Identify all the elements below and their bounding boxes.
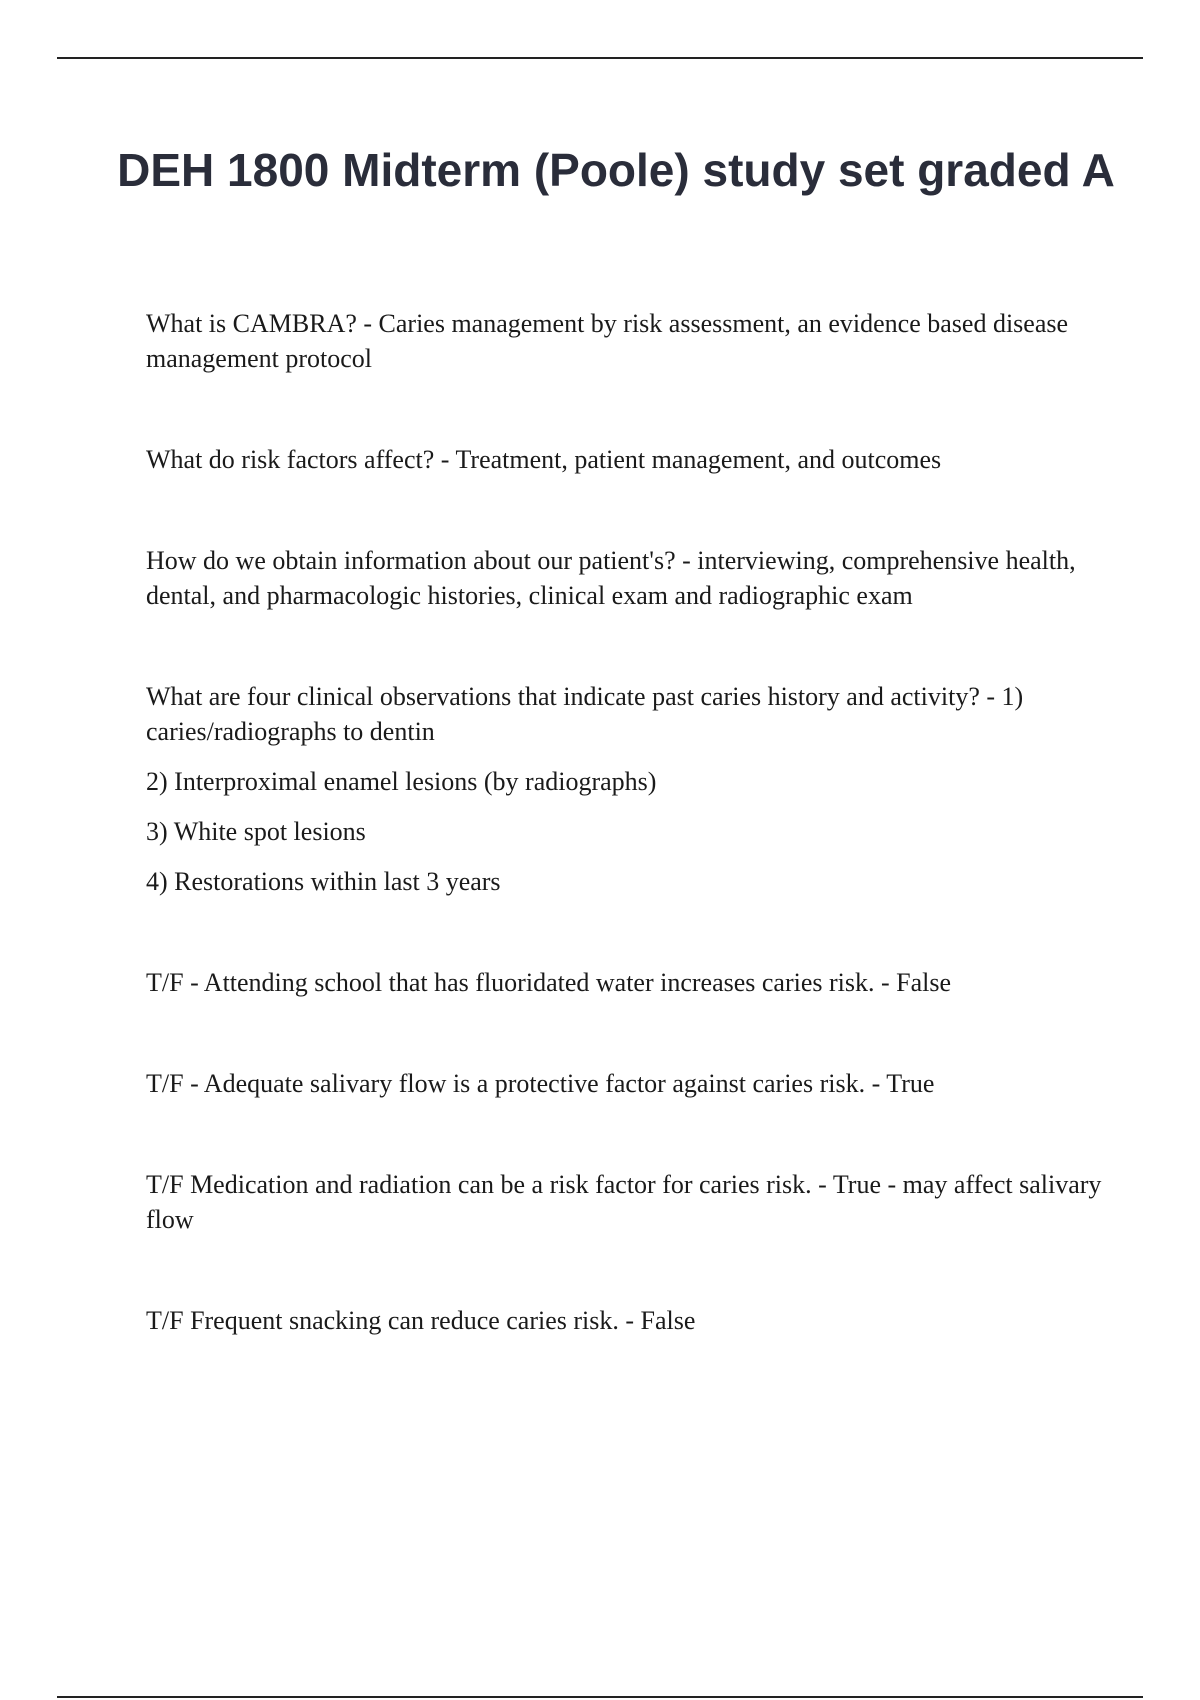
qa-entry: T/F Medication and radiation can be a risk factor for caries risk. - True - may affect salivary flow xyxy=(146,1170,1102,1234)
document-title: DEH 1800 Midterm (Poole) study set graded A xyxy=(117,144,1115,196)
qa-block-patient-info xyxy=(146,543,1106,613)
document-body xyxy=(146,306,1106,1404)
qa-entry: What are four clinical observations that indicate past caries history and activity? - 1) caries/radiographs to dentin xyxy=(146,682,1024,746)
qa-entry: T/F - Adequate salivary flow is a protective factor against caries risk. - True xyxy=(146,1069,935,1098)
qa-block-observations xyxy=(146,679,1106,899)
qa-block-cambra xyxy=(146,306,1106,376)
top-rule xyxy=(57,57,1143,59)
list-item: 3) White spot lesions xyxy=(146,817,366,846)
list-item: 2) Interproximal enamel lesions (by radiographs) xyxy=(146,767,657,796)
qa-entry: T/F - Attending school that has fluoridated water increases caries risk. - False xyxy=(146,968,952,997)
qa-entry: What is CAMBRA? - Caries management by risk assessment, an evidence based disease management protocol xyxy=(146,309,1069,373)
qa-block-tf-snacking xyxy=(146,1303,1106,1338)
list-item: 4) Restorations within last 3 years xyxy=(146,867,501,896)
qa-block-tf-fluoride xyxy=(146,965,1106,1000)
qa-entry: T/F Frequent snacking can reduce caries risk. - False xyxy=(146,1306,696,1335)
qa-entry: What do risk factors affect? - Treatment, patient management, and outcomes xyxy=(146,445,942,474)
qa-block-tf-medication xyxy=(146,1167,1106,1237)
bottom-rule xyxy=(57,1696,1143,1698)
qa-block-tf-saliva xyxy=(146,1066,1106,1101)
qa-block-risk-factors xyxy=(146,442,1106,477)
qa-entry: How do we obtain information about our patient's? - interviewing, comprehensive health, dental, and pharmacologic histories, clinical exam and radiographic exam xyxy=(146,546,1076,610)
